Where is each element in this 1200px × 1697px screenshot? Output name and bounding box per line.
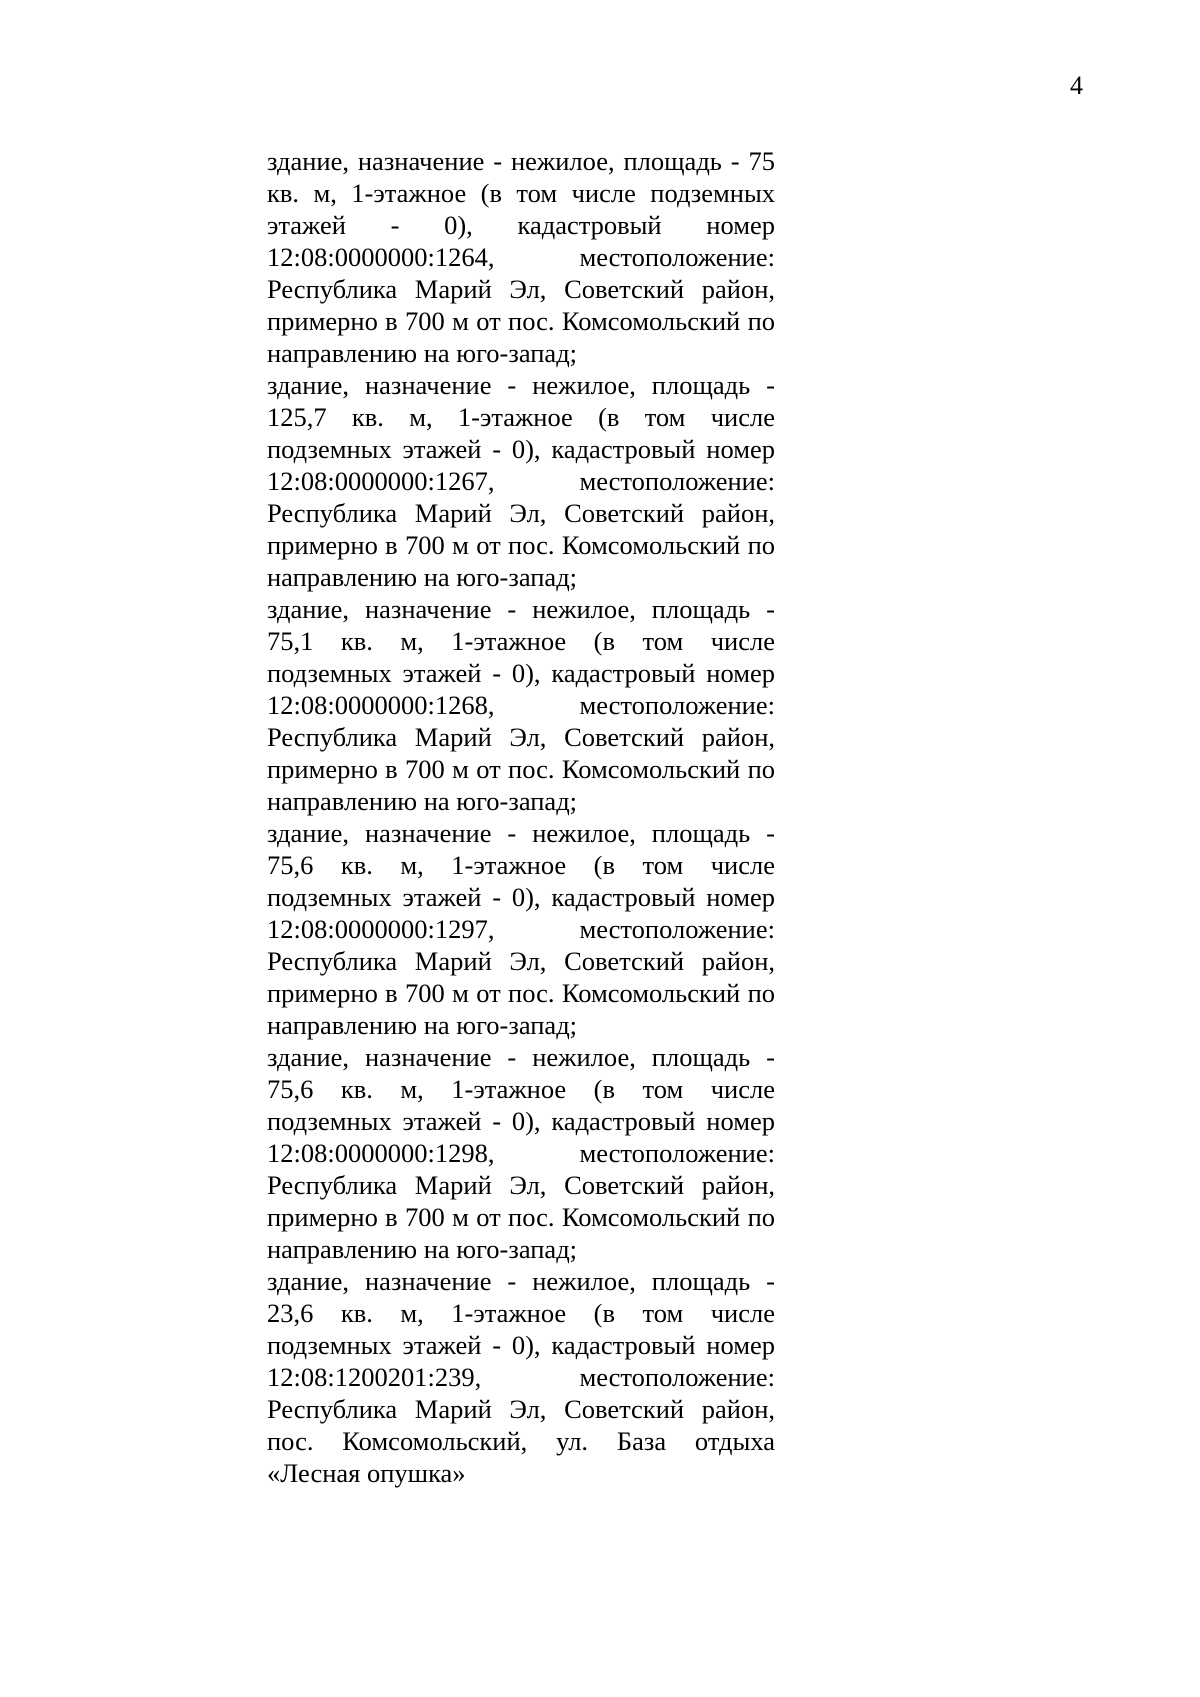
document-body bbox=[267, 145, 775, 1489]
page-number: 4 bbox=[1070, 71, 1083, 100]
property-entry-6: здание, назначение - нежилое, площадь - 23,6 кв. м, 1-этажное (в том числе подземных этажей - 0), кадастровый номер 12:08:1200201:239, местоположение: Республика Марий Эл, Советский район, пос. Комсомольский, ул. База отдыха «Лесная опушка» bbox=[267, 1266, 775, 1488]
property-entry-3: здание, назначение - нежилое, площадь - 75,1 кв. м, 1-этажное (в том числе подземных этажей - 0), кадастровый номер 12:08:0000000:1268, местоположение: Республика Марий Эл, Советский район, примерно в 700 м от пос. Комсомольский по направлению на юго-запад; bbox=[267, 594, 775, 816]
property-entry-2: здание, назначение - нежилое, площадь - 125,7 кв. м, 1-этажное (в том числе подземных этажей - 0), кадастровый номер 12:08:0000000:1267, местоположение: Республика Марий Эл, Советский район, примерно в 700 м от пос. Комсомольский по направлению на юго-запад; bbox=[267, 370, 775, 592]
property-entry-4: здание, назначение - нежилое, площадь - 75,6 кв. м, 1-этажное (в том числе подземных этажей - 0), кадастровый номер 12:08:0000000:1297, местоположение: Республика Марий Эл, Советский район, примерно в 700 м от пос. Комсомольский по направлению на юго-запад; bbox=[267, 818, 775, 1040]
property-entry-5: здание, назначение - нежилое, площадь - 75,6 кв. м, 1-этажное (в том числе подземных этажей - 0), кадастровый номер 12:08:0000000:1298, местоположение: Республика Марий Эл, Советский район, примерно в 700 м от пос. Комсомольский по направлению на юго-запад; bbox=[267, 1042, 775, 1264]
property-entry-1: здание, назначение - нежилое, площадь - 75 кв. м, 1-этажное (в том числе подземных этажей - 0), кадастровый номер 12:08:0000000:1264, местоположение: Республика Марий Эл, Советский район, примерно в 700 м от пос. Комсомольский по направлению на юго-запад; bbox=[267, 146, 775, 368]
